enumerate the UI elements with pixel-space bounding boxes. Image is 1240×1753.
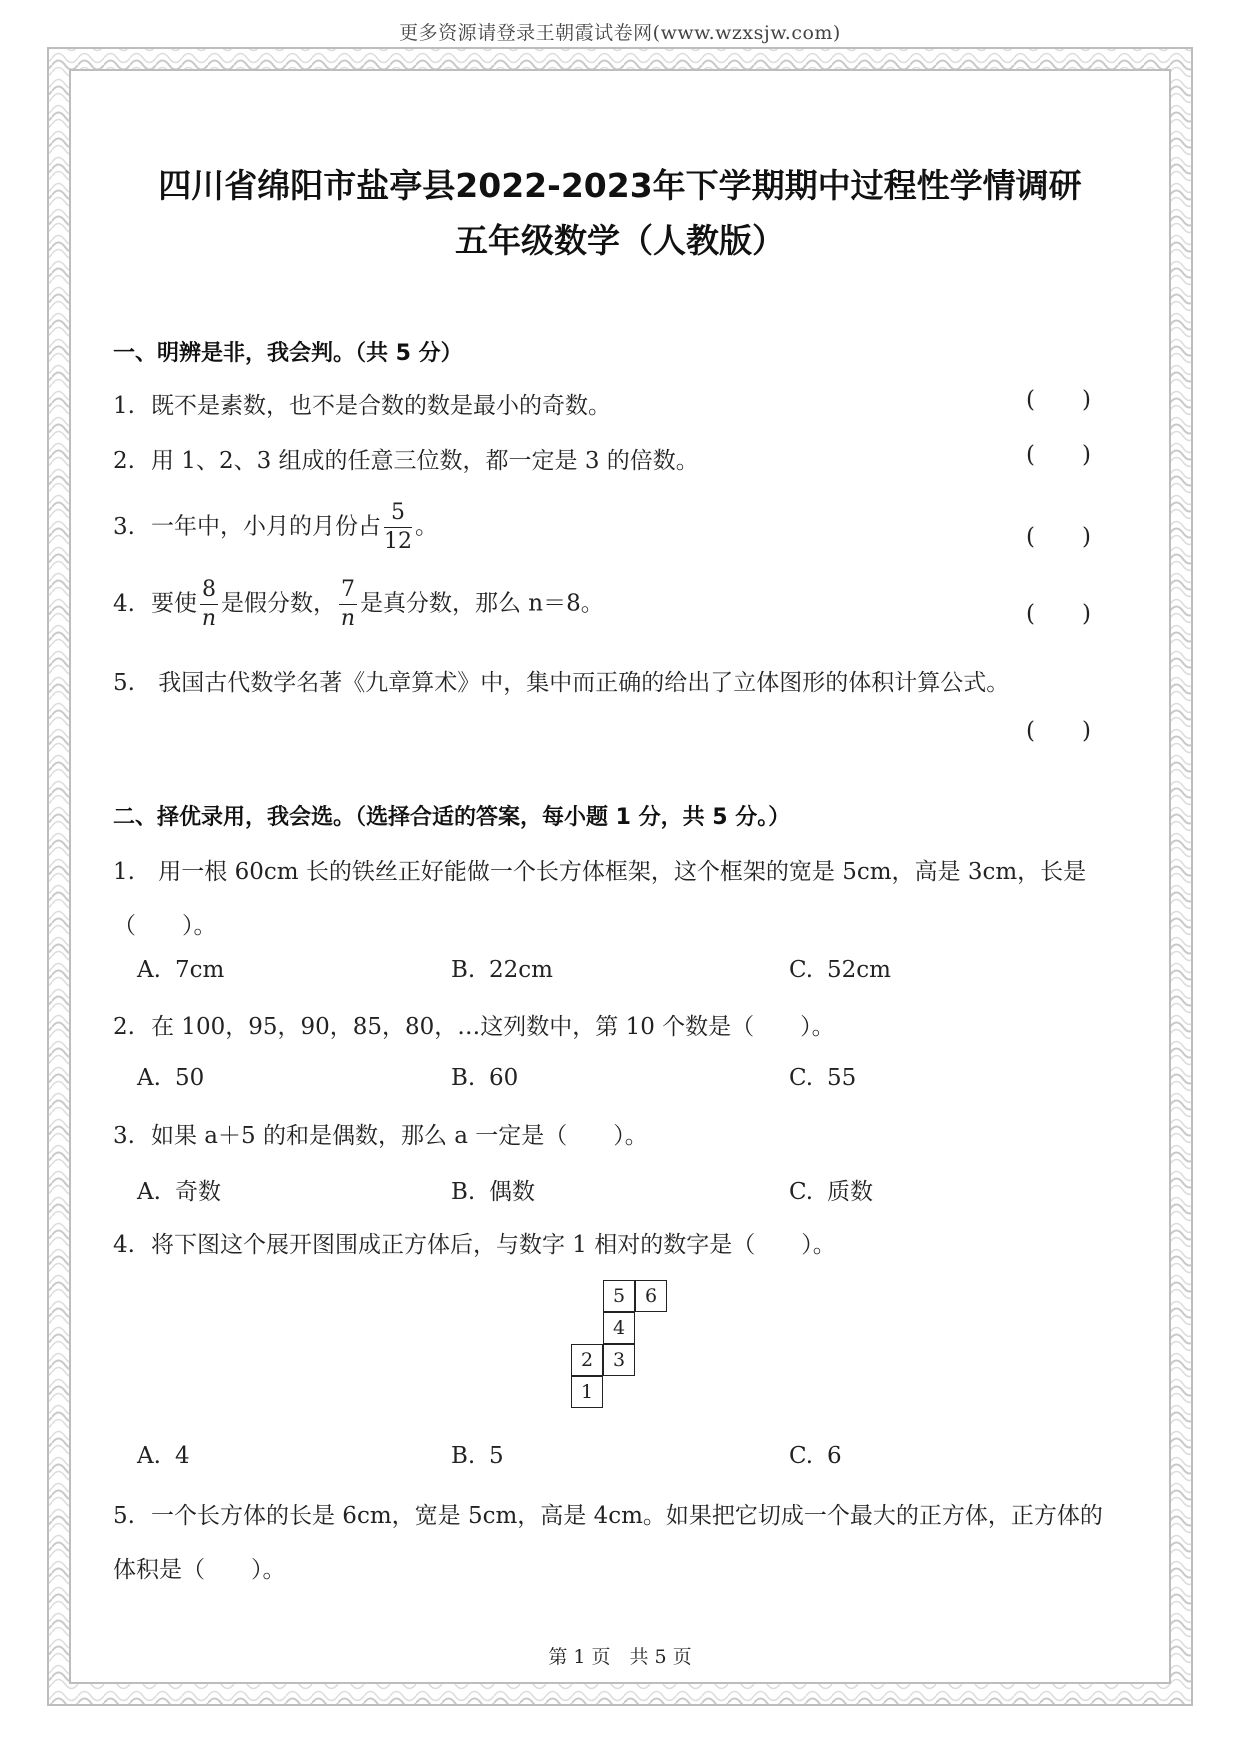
option-a[interactable]: A. 50 xyxy=(137,1065,205,1091)
section2-heading: 二、择优录用，我会选。（选择合适的答案，每小题 1 分，共 5 分。） xyxy=(113,805,791,830)
question-text: 一年中，小月的月份占 xyxy=(151,513,381,540)
question-text: 将下图这个展开图围成正方体后，与数字 1 相对的数字是（ ）。 xyxy=(151,1232,836,1258)
question-number: 5. xyxy=(113,1503,135,1529)
header-note: 更多资源请登录王朝霞试卷网(www.wzxsjw.com) xyxy=(399,22,841,44)
exam-title: 四川省绵阳市盐亭县2022-2023年下学期期中过程性学情调研 xyxy=(158,166,1082,205)
fraction: $\frac{7}{n}$ xyxy=(340,577,356,631)
net-cell: 2 xyxy=(571,1344,603,1376)
question-text: 用 1、2、3 组成的任意三位数，都一定是 3 的倍数。 xyxy=(151,448,699,474)
option-b[interactable]: B. 偶数 xyxy=(451,1179,535,1205)
option-a[interactable]: A. 7cm xyxy=(137,957,225,983)
question-number: 3. xyxy=(113,1123,135,1149)
option-b[interactable]: B. 22cm xyxy=(451,957,553,983)
option-c[interactable]: C. 52cm xyxy=(789,957,891,983)
net-cell: 5 xyxy=(603,1280,635,1312)
s1-question-2 xyxy=(113,442,699,475)
answer-blank[interactable]: ( ) xyxy=(1026,718,1091,744)
question-number: 2. xyxy=(113,1014,135,1040)
question-number: 1. xyxy=(113,859,135,885)
net-cell: 6 xyxy=(635,1280,667,1312)
answer-blank[interactable]: ( ) xyxy=(1026,524,1091,550)
option-a[interactable]: A. 4 xyxy=(137,1443,190,1469)
option-c[interactable]: C. 55 xyxy=(789,1065,857,1091)
net-cell: 3 xyxy=(603,1344,635,1376)
net-cell: 4 xyxy=(603,1312,635,1344)
s2-question-4 xyxy=(113,1226,836,1259)
question-text: 用一根 60cm 长的铁丝正好能做一个长方体框架，这个框架的宽是 5cm，高是 3cm，长是 xyxy=(151,859,1087,885)
s1-question-3: 3. 一年中，小月的月份占 $\frac{5}{12}$ 。 xyxy=(113,500,438,554)
question-text: 在 100，95，90，85，80，…这列数中，第 10 个数是（ ）。 xyxy=(151,1014,835,1040)
question-text: 我国古代数学名著《九章算术》中，集中而正确的给出了立体图形的体积计算公式。 xyxy=(151,670,1010,696)
option-c[interactable]: C. 质数 xyxy=(789,1179,873,1205)
answer-blank[interactable]: ( ) xyxy=(1026,442,1091,468)
s2-question-1 xyxy=(113,853,1086,886)
question-number: 2. xyxy=(113,448,135,474)
net-cell: 1 xyxy=(571,1376,603,1408)
section1-heading: 一、明辨是非，我会判。（共 5 分） xyxy=(113,341,463,366)
question-number: 4. xyxy=(113,590,135,617)
s2-question-1-cont: （ ）。 xyxy=(113,913,217,939)
option-c[interactable]: C. 6 xyxy=(789,1443,842,1469)
page-footer: 第 1 页 共 5 页 xyxy=(548,1646,692,1668)
s2-question-5 xyxy=(113,1497,1103,1530)
s2-question-2 xyxy=(113,1008,835,1041)
exam-subtitle: 五年级数学（人教版） xyxy=(455,221,785,260)
question-number: 4. xyxy=(113,1232,135,1258)
question-text: 一个长方体的长是 6cm，宽是 5cm，高是 4cm。如果把它切成一个最大的正方体，正方体的 xyxy=(151,1503,1103,1529)
question-number: 5. xyxy=(113,670,135,696)
answer-blank[interactable]: ( ) xyxy=(1026,601,1091,627)
fraction: $\frac{5}{12}$ xyxy=(384,500,412,554)
s1-question-4: 4. 要使 $\frac{8}{n}$ 是假分数， $\frac{7}{n}$ 是真分数，那么 n＝8。 xyxy=(113,577,604,631)
question-text: 既不是素数，也不是合数的数是最小的奇数。 xyxy=(151,393,611,419)
s1-question-5 xyxy=(113,664,1009,697)
question-number: 1. xyxy=(113,393,135,419)
option-a[interactable]: A. 奇数 xyxy=(137,1179,221,1205)
question-number: 3. xyxy=(113,513,135,540)
option-b[interactable]: B. 60 xyxy=(451,1065,519,1091)
s2-question-3 xyxy=(113,1117,648,1150)
fraction: $\frac{8}{n}$ xyxy=(201,577,217,631)
s2-question-5-cont: 体积是（ ）。 xyxy=(113,1557,286,1583)
option-b[interactable]: B. 5 xyxy=(451,1443,504,1469)
question-text: 如果 a＋5 的和是偶数，那么 a 一定是（ ）。 xyxy=(151,1123,648,1149)
s1-question-1 xyxy=(113,387,611,420)
answer-blank[interactable]: ( ) xyxy=(1026,387,1091,413)
